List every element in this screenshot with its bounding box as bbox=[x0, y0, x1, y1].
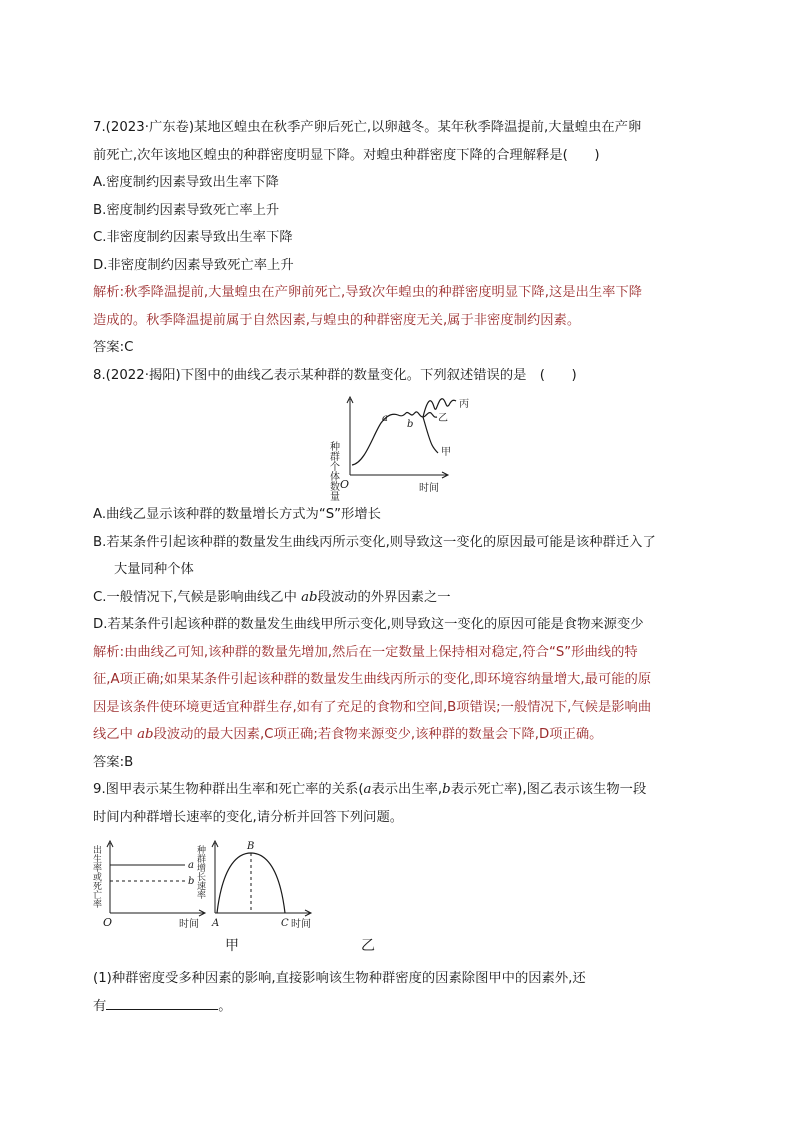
q9-sub1-line1: (1)种群密度受多种因素的影响,直接影响该生物种群密度的因素除图甲中的因素外,还 bbox=[93, 971, 586, 986]
q8-analysis-line4-post: 段波动的最大因素,C项正确;若食物来源变少,该种群的数量会下降,D项正确。 bbox=[153, 727, 603, 742]
question-page bbox=[93, 114, 705, 1020]
q8-option-b-line2: 大量同种个体 bbox=[114, 562, 194, 577]
q9-sub1-pre: 有 bbox=[93, 998, 107, 1014]
jia-label-a: a bbox=[188, 860, 194, 871]
q9-stem-line2: 时间内种群增长速率的变化,请分析并回答下列问题。 bbox=[93, 809, 404, 825]
q8-figure bbox=[93, 393, 705, 501]
origin-label: O bbox=[340, 478, 350, 491]
q9-stem-mid: 表示出生率, bbox=[371, 782, 443, 797]
jia-origin: O bbox=[103, 916, 113, 929]
fig-yi-caption: 乙 bbox=[361, 938, 375, 954]
q7-option-c: C.非密度制约因素导致出生率下降 bbox=[93, 230, 293, 245]
yi-point-c: C bbox=[281, 918, 289, 929]
curve-jia bbox=[423, 417, 438, 453]
q8-analysis-line2: 征,A项正确;如果某条件引起该种群的数量发生曲线丙所示的变化,即环境容纳量增大,最可能的原 bbox=[93, 672, 652, 687]
x-axis-label: 时间 bbox=[419, 483, 439, 494]
q8-analysis-line4 bbox=[93, 721, 705, 749]
q8-option-c-ab: ab bbox=[301, 589, 318, 605]
q8-option-a: A.曲线乙显示该种群的数量增长方式为“S”形增长 bbox=[93, 507, 381, 522]
yi-point-a: A bbox=[212, 918, 220, 929]
q8-answer: 答案:B bbox=[93, 754, 134, 770]
q8-analysis-line4-pre: 线乙中 bbox=[93, 727, 138, 742]
q9-stem-pre: 9.图甲表示某生物种群出生率和死亡率的关系( bbox=[93, 782, 364, 797]
yi-x-label: 时间 bbox=[291, 919, 311, 930]
q9-stem-b: b bbox=[442, 782, 451, 797]
jia-x-label: 时间 bbox=[179, 919, 199, 930]
q7-analysis-line1: 解析:秋季降温提前,大量蝗虫在产卵前死亡,导致次年蝗虫的种群密度明显下降,这是出生率下降 bbox=[93, 285, 643, 300]
q7-option-b: B.密度制约因素导致死亡率上升 bbox=[93, 202, 280, 218]
q8-analysis-line3: 因是该条件使环境更适宜种群生存,如有了充足的食物和空间,B项错误;一般情况下,气候是影响曲 bbox=[93, 699, 652, 715]
q9-sub1-line2 bbox=[93, 993, 705, 1021]
yi-y-label: 种群增长速率 bbox=[195, 845, 205, 899]
q8-option-c-post: 段波动的外界因素之一 bbox=[317, 589, 451, 605]
q8-option-c-pre: C.一般情况下,气候是影响曲线乙中 bbox=[93, 589, 302, 605]
q9-stem-post: 表示死亡率),图乙表示该生物一段 bbox=[450, 782, 647, 797]
q7-analysis-line2: 造成的。秋季降温提前属于自然因素,与蝗虫的种群密度无关,属于非密度制约因素。 bbox=[93, 312, 581, 328]
point-b-label: b bbox=[407, 419, 414, 430]
curve-yi-label: 乙 bbox=[438, 413, 448, 424]
curve-bing-label: 丙 bbox=[459, 399, 469, 410]
q8-stem: 8.(2022·揭阳)下图中的曲线乙表示某种群的数量变化。下列叙述错误的是 ( ) bbox=[93, 367, 577, 383]
q8-option-d: D.若某条件引起该种群的数量发生曲线甲所示变化,则导致这一变化的原因可能是食物来源变少 bbox=[93, 617, 644, 632]
q9-stem-line1 bbox=[93, 776, 705, 804]
jia-label-b: b bbox=[188, 876, 195, 887]
curve-yi-tail bbox=[423, 413, 437, 418]
q8-analysis-line1: 解析:由曲线乙可知,该种群的数量先增加,然后在一定数量上保持相对稳定,符合“S”形曲线的特 bbox=[93, 644, 638, 660]
q7-stem-line2: 前死亡,次年该地区蝗虫的种群密度明显下降。对蝗虫种群密度下降的合理解释是( ) bbox=[93, 147, 600, 163]
curve-jia-label: 甲 bbox=[441, 447, 451, 458]
q7-answer: 答案:C bbox=[93, 340, 134, 355]
q7-option-d: D.非密度制约因素导致死亡率上升 bbox=[93, 257, 294, 273]
jia-y-label: 出生率或死亡率 bbox=[91, 845, 101, 908]
yi-point-b: B bbox=[247, 841, 255, 852]
q9-figures bbox=[93, 833, 705, 961]
q7-stem-line1: 7.(2023·广东卷)某地区蝗虫在秋季产卵后死亡,以卵越冬。某年秋季降温提前,大量蝗虫在产卵 bbox=[93, 120, 642, 135]
q8-option-c bbox=[93, 584, 705, 612]
point-a-label: a bbox=[382, 413, 388, 424]
q8-analysis-ab: ab bbox=[137, 727, 154, 742]
q9-answer-blank[interactable] bbox=[106, 995, 218, 1010]
q9-sub1-post: 。 bbox=[218, 998, 232, 1014]
q7-option-a: A.密度制约因素导致出生率下降 bbox=[93, 175, 279, 190]
q8-option-b-line1: B.若某条件引起该种群的数量发生曲线丙所示变化,则导致这一变化的原因最可能是该种群迁入了 bbox=[93, 534, 656, 550]
y-axis-label: 种群个体数量 bbox=[327, 441, 339, 501]
population-curve-figure bbox=[93, 393, 705, 501]
q9-figure-svg bbox=[93, 833, 705, 933]
fig-jia-caption: 甲 bbox=[225, 938, 239, 954]
q9-stem-a: a bbox=[363, 782, 372, 797]
